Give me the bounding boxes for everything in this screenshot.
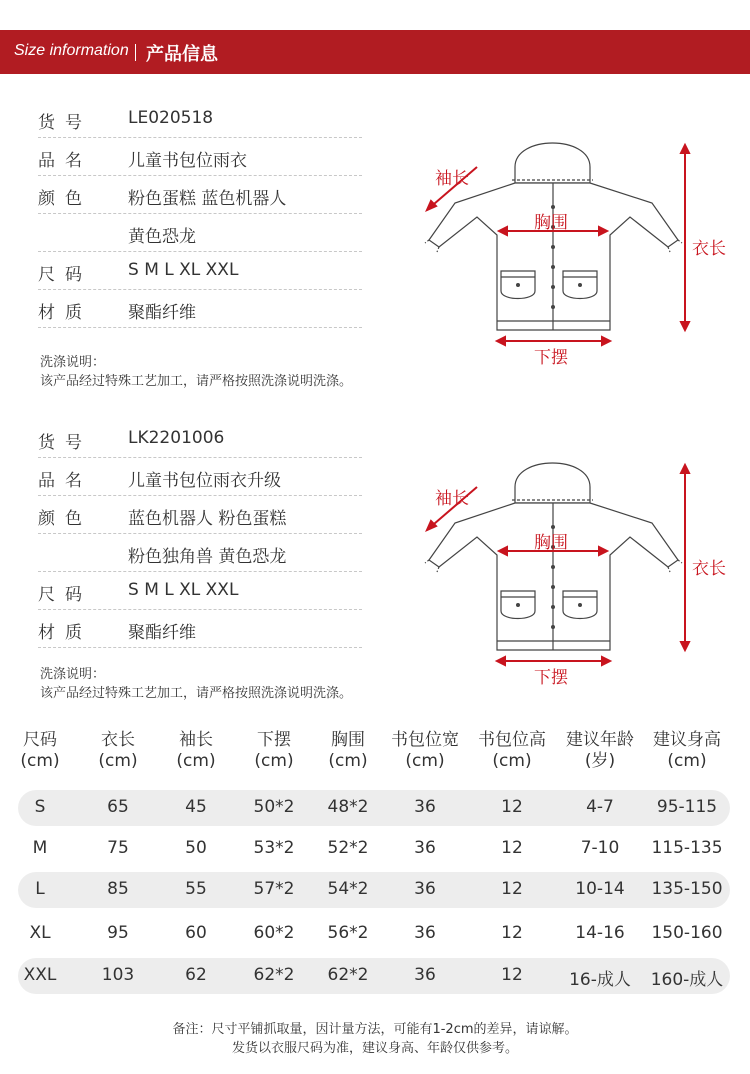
table-row [18,916,730,952]
raincoat-diagram-icon [415,125,725,355]
table-cell: 36 [414,797,436,817]
table-cell: 85 [107,879,129,899]
info-row [38,138,362,176]
table-header-text: 胸围 [331,730,365,750]
header-divider [135,44,136,61]
chest-label: 胸围 [534,533,568,553]
table-cell: 60*2 [253,923,295,943]
table-header-text: (cm) [176,751,216,771]
table-header-text: 衣长 [101,730,135,750]
info-value: LK2201006 [128,428,225,448]
table-cell: 48*2 [327,797,369,817]
table-cell: 50*2 [253,797,295,817]
info-value: 黄色恐龙 [128,227,196,247]
table-header [558,730,642,772]
info-value: 儿童书包位雨衣 [128,151,247,171]
header-english-title: Size information [14,42,129,59]
info-value: 聚酯纤维 [128,303,196,323]
info-value: S M L XL XXL [128,580,239,600]
wash-text: 该产品经过特殊工艺加工，请严格按照洗涤说明洗涤。 [40,686,353,701]
wash-title: 洗涤说明： [40,355,106,370]
table-header [310,730,386,772]
table-cell: 10-14 [575,879,625,899]
info-label: 颜色 [38,509,92,529]
info-label: 尺码 [38,265,92,285]
table-cell: 52*2 [327,838,369,858]
table-cell: 45 [185,797,207,817]
raincoat-diagram-icon [415,445,725,675]
table-cell: 12 [501,838,523,858]
table-cell: L [35,879,45,899]
table-cell: 50 [185,838,207,858]
table-row [18,958,730,994]
table-header-text: (cm) [98,751,138,771]
info-label: 颜色 [38,189,92,209]
table-cell: 103 [101,965,135,985]
table-cell: 55 [185,879,207,899]
table-cell: 57*2 [253,879,295,899]
info-value: 聚酯纤维 [128,623,196,643]
table-header-text: 书包位高 [478,730,546,750]
table-row [18,872,730,908]
table-cell: 75 [107,838,129,858]
info-label: 品名 [38,151,92,171]
length-label: 衣长 [692,559,726,579]
table-cell: 36 [414,879,436,899]
table-cell: 12 [501,965,523,985]
table-header-text: (cm) [405,751,445,771]
info-value: 粉色蛋糕 蓝色机器人 [128,189,287,209]
table-cell: 36 [414,838,436,858]
hem-label: 下摆 [534,668,568,688]
table-header-text: 尺码 [23,730,57,750]
wash-title: 洗涤说明： [40,667,106,682]
table-row [18,831,730,867]
footer-note-line2: 发货以衣服尺码为准，建议身高、年龄仅供参考。 [231,1041,518,1056]
info-label: 货号 [38,113,92,133]
info-row [38,100,362,138]
table-cell: 115-135 [651,838,723,858]
table-header-text: (cm) [254,751,294,771]
info-row [38,534,362,572]
table-header-text: (cm) [328,751,368,771]
table-header-text: 下摆 [257,730,291,750]
info-row [38,458,362,496]
table-cell: 135-150 [651,879,723,899]
info-value: S M L XL XXL [128,260,239,280]
info-row [38,214,362,252]
table-header-text: 袖长 [179,730,213,750]
table-header [645,730,729,772]
chest-label: 胸围 [534,213,568,233]
table-cell: 65 [107,797,129,817]
info-row [38,572,362,610]
table-cell: 36 [414,923,436,943]
table-header-text: 建议身高 [653,730,721,750]
table-header [158,730,234,772]
table-cell: S [34,797,46,817]
table-header-text: (cm) [667,751,707,771]
table-header-text: (岁) [584,751,616,771]
length-label: 衣长 [692,239,726,259]
section-header [0,30,750,74]
info-value: 儿童书包位雨衣升级 [128,471,281,491]
sleeve-length-label: 袖长 [435,489,469,509]
footer-note-line1: 备注：尺寸平铺抓取量，因计量方法，可能有1-2cm的差异，请谅解。 [172,1022,578,1037]
table-row [18,790,730,826]
wash-instructions [40,353,352,391]
wash-text: 该产品经过特殊工艺加工，请严格按照洗涤说明洗涤。 [40,374,353,389]
info-value: LE020518 [128,108,214,128]
table-header-text: 建议年龄 [566,730,634,750]
table-cell: 7-10 [580,838,620,858]
table-header-text: 书包位宽 [391,730,459,750]
table-header-text: (cm) [492,751,532,771]
info-row [38,290,362,328]
table-cell: 12 [501,879,523,899]
info-label: 尺码 [38,585,92,605]
table-cell: 36 [414,965,436,985]
table-cell: 14-16 [575,923,625,943]
product-info-block-1 [0,100,750,420]
info-row [38,496,362,534]
table-header [80,730,156,772]
info-label: 材质 [38,623,92,643]
table-cell: 12 [501,923,523,943]
table-cell: 56*2 [327,923,369,943]
table-cell: 150-160 [651,923,723,943]
table-header [236,730,312,772]
table-cell: 160-成人 [650,970,724,990]
table-cell: 16-成人 [569,970,631,990]
info-row [38,176,362,214]
info-row [38,610,362,648]
table-cell: 54*2 [327,879,369,899]
info-label: 品名 [38,471,92,491]
header-chinese-title: 产品信息 [146,44,218,65]
info-row [38,420,362,458]
sleeve-length-label: 袖长 [435,169,469,189]
table-header [2,730,78,772]
info-value: 蓝色机器人 粉色蛋糕 [128,509,287,529]
table-cell: XXL [23,965,57,985]
table-cell: 95-115 [656,797,718,817]
table-cell: 12 [501,797,523,817]
table-cell: XL [29,923,51,943]
table-cell: 95 [107,923,129,943]
info-value: 粉色独角兽 黄色恐龙 [128,547,287,567]
table-cell: 53*2 [253,838,295,858]
table-cell: 62 [185,965,207,985]
info-label: 材质 [38,303,92,323]
table-cell: 4-7 [586,797,614,817]
table-header-text: (cm) [20,751,60,771]
table-header [470,730,554,772]
table-cell: 62*2 [253,965,295,985]
wash-instructions [40,665,352,703]
product-info-block-2 [0,420,750,740]
table-cell: 60 [185,923,207,943]
table-cell: M [32,838,48,858]
hem-label: 下摆 [534,348,568,368]
info-label: 货号 [38,433,92,453]
info-row [38,252,362,290]
table-header [383,730,467,772]
table-cell: 62*2 [327,965,369,985]
